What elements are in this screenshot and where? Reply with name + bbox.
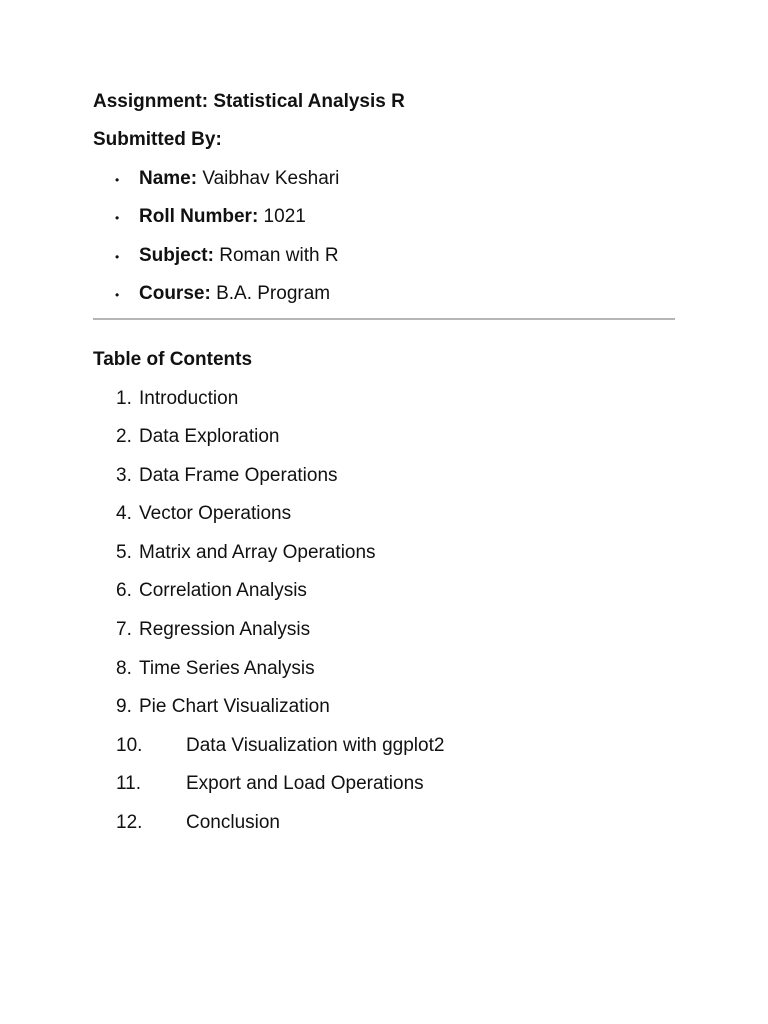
bullet-icon: •: [115, 288, 120, 302]
toc-number: 4.: [116, 503, 132, 524]
toc-item-introduction: Introduction: [139, 388, 239, 409]
toc-item-time-series-analysis: Time Series Analysis: [139, 658, 315, 679]
horizontal-divider: [93, 318, 675, 320]
toc-number: 10.: [116, 735, 143, 756]
subject-value: Roman with R: [213, 245, 339, 266]
bullet-icon: •: [115, 211, 120, 225]
toc-number: 7.: [116, 619, 132, 640]
toc-item-vector-operations: Vector Operations: [139, 503, 292, 524]
toc-number: 9.: [116, 696, 132, 717]
toc-item-pie-chart-visualization: Pie Chart Visualization: [139, 696, 330, 717]
toc-heading: Table of Contents: [93, 349, 253, 370]
toc-item-data-exploration: Data Exploration: [139, 426, 280, 447]
toc-item-correlation-analysis: Correlation Analysis: [139, 580, 307, 601]
list-item-subject: [139, 244, 339, 268]
toc-number: 1.: [116, 388, 132, 409]
toc-number: 6.: [116, 580, 132, 601]
bullet-icon: •: [115, 173, 120, 187]
toc-number: 11.: [116, 773, 142, 794]
toc-item-ggplot2: Data Visualization with ggplot2: [186, 735, 445, 756]
list-item-name: [139, 167, 339, 191]
toc-item-data-frame-operations: Data Frame Operations: [139, 465, 338, 486]
toc-number: 8.: [116, 658, 132, 679]
course-value: B.A. Program: [210, 283, 331, 304]
submitted-by-heading: Submitted By:: [93, 129, 222, 150]
bullet-icon: •: [115, 250, 120, 264]
toc-number: 5.: [116, 542, 132, 563]
toc-item-matrix-array-operations: Matrix and Array Operations: [139, 542, 376, 563]
toc-item-export-load: Export and Load Operations: [186, 773, 424, 794]
toc-number: 3.: [116, 465, 132, 486]
name-value: Vaibhav Keshari: [197, 168, 340, 189]
toc-number: 2.: [116, 426, 132, 447]
list-item-roll-number: [139, 205, 306, 229]
toc-number: 12.: [116, 812, 143, 833]
toc-item-conclusion: Conclusion: [186, 812, 280, 833]
toc-item-regression-analysis: Regression Analysis: [139, 619, 311, 640]
roll-number-value: 1021: [258, 206, 306, 227]
name-key: Name:: [139, 168, 198, 189]
list-item-course: [139, 282, 330, 306]
assignment-title: Assignment: Statistical Analysis R: [93, 91, 405, 112]
subject-key: Subject:: [139, 245, 214, 266]
course-key: Course:: [139, 283, 211, 304]
roll-number-key: Roll Number:: [139, 206, 259, 227]
